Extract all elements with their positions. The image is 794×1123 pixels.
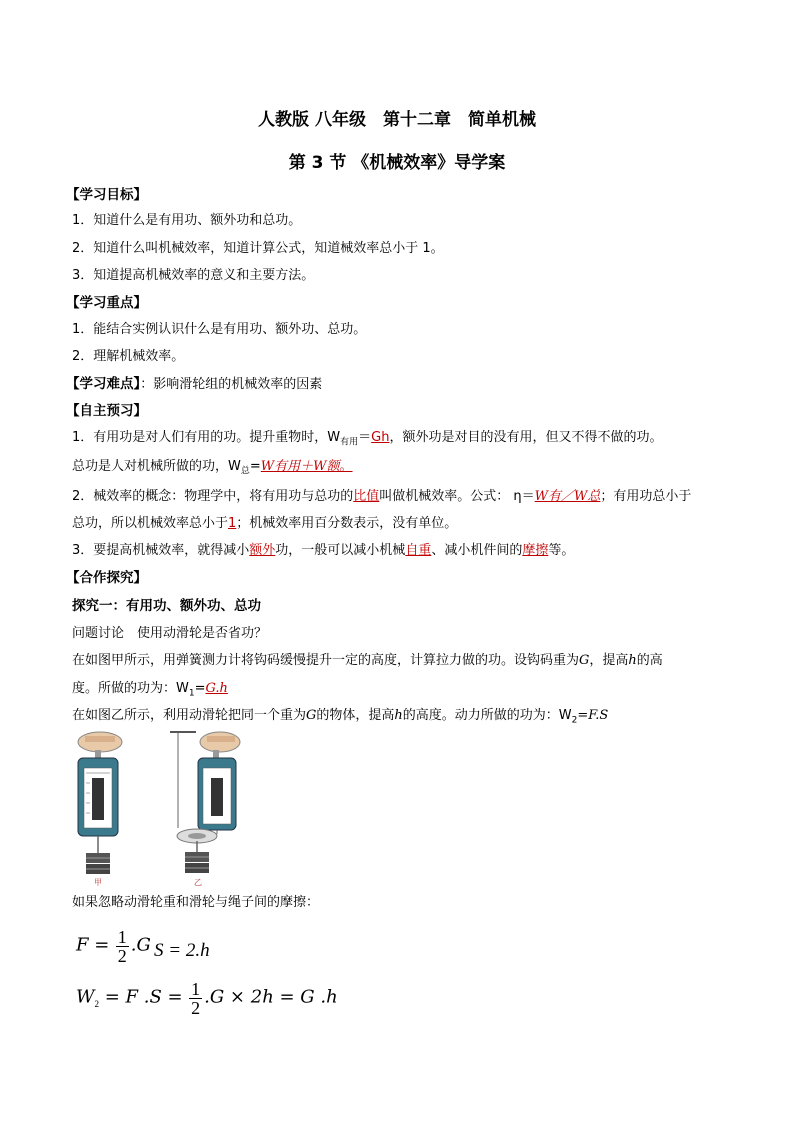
explore-heading: 【合作探究】 bbox=[66, 570, 147, 586]
explore-paragraph-1 bbox=[72, 652, 663, 670]
text: 1．有用功是对人们有用的功。提升重物时，W bbox=[72, 430, 341, 445]
question-line: 问题讨论 使用动滑轮是否省功？ bbox=[72, 626, 268, 641]
subscript: 有用 bbox=[340, 437, 359, 448]
subscript: 2 bbox=[94, 999, 100, 1010]
preview-line-5 bbox=[72, 542, 574, 560]
text: =F.S bbox=[577, 708, 609, 723]
text: 。 bbox=[339, 459, 353, 474]
figure-b-label: 乙 bbox=[194, 878, 202, 887]
text: 的物体，提高 bbox=[316, 708, 395, 723]
subscript: 总 bbox=[240, 466, 250, 477]
figure-a-label: 甲 bbox=[94, 878, 102, 887]
answer-blank: 1 bbox=[228, 516, 237, 531]
preview-line-2 bbox=[72, 458, 353, 481]
denominator: 2 bbox=[191, 998, 201, 1018]
text: 等。 bbox=[548, 543, 575, 558]
text: .G × 2h = G .h bbox=[204, 986, 338, 1008]
text: W bbox=[76, 986, 95, 1008]
text: 的高 bbox=[636, 653, 663, 668]
answer-blank: Gh bbox=[371, 430, 390, 445]
fraction bbox=[189, 980, 202, 1017]
text: G bbox=[306, 708, 317, 723]
subscript: 2 bbox=[571, 715, 578, 726]
explore-paragraph-3 bbox=[72, 707, 608, 730]
document-subtitle: 第 3 节 《机械效率》导学案 bbox=[288, 153, 506, 173]
answer-blank: W有／W总 bbox=[534, 489, 601, 504]
text: 功，一般可以减小机械 bbox=[275, 543, 406, 558]
fraction bbox=[116, 928, 129, 965]
text: 的高度。动力所做的功为：W bbox=[402, 708, 572, 723]
figure-a-spring-scale bbox=[70, 728, 140, 888]
preview-line-4 bbox=[72, 515, 457, 533]
numerator: 1 bbox=[117, 927, 127, 947]
text: = bbox=[194, 681, 206, 696]
key-points-heading: 【学习重点】 bbox=[66, 295, 147, 311]
text: ，额外功是对目的没有用，但又不得不做的功。 bbox=[389, 430, 663, 445]
text: F = bbox=[76, 934, 110, 956]
text: 在如图乙所示，利用动滑轮把同一个重为 bbox=[72, 708, 307, 723]
explore-paragraph-2 bbox=[72, 680, 228, 703]
answer-blank: 比值 bbox=[353, 489, 380, 504]
subscript: 1 bbox=[188, 688, 195, 699]
text: 总功，所以机械效率总小于 bbox=[72, 516, 229, 531]
text: 3．要提高机械效率，就得减小 bbox=[72, 543, 250, 558]
objective-item-3: 3．知道提高机械效率的意义和主要方法。 bbox=[72, 268, 315, 283]
text: 在如图甲所示，用弹簧测力计将钩码缓慢提升一定的高度，计算拉力做的功。设钩码重为 bbox=[72, 653, 580, 668]
document-title: 人教版 八年级 第十二章 简单机械 bbox=[258, 110, 536, 130]
answer-blank: 摩擦 bbox=[522, 543, 549, 558]
text: 叫做机械效率。公式： η＝ bbox=[379, 489, 535, 504]
text: h bbox=[628, 653, 637, 668]
text: = bbox=[249, 459, 261, 474]
difficulty-text: ：影响滑轮组的机械效率的因素 bbox=[140, 377, 323, 392]
preview-line-3 bbox=[72, 488, 691, 506]
text: .G bbox=[130, 934, 151, 956]
preview-heading: 【自主预习】 bbox=[66, 403, 147, 419]
answer-blank: G.h bbox=[205, 681, 228, 696]
text: ＝ bbox=[358, 430, 372, 445]
figure-b-movable-pulley bbox=[170, 728, 245, 888]
text: 总功是人对机械所做的功，W bbox=[72, 459, 241, 474]
objective-item-1: 1．知道什么是有用功、额外功和总功。 bbox=[72, 213, 302, 228]
explore-subheading: 探究一：有用功、额外功、总功 bbox=[72, 598, 261, 614]
objective-item-2: 2．知道什么叫机械效率，知道计算公式，知道械效率总小于 1。 bbox=[72, 241, 444, 256]
text: h bbox=[394, 708, 403, 723]
text: 2．械效率的概念：物理学中，将有用功与总功的 bbox=[72, 489, 354, 504]
difficulty-line bbox=[66, 375, 322, 394]
difficulty-heading: 【学习难点】 bbox=[66, 376, 141, 392]
formula-distance: S = 2.h bbox=[154, 940, 210, 961]
text: ；机械效率用百分数表示，没有单位。 bbox=[236, 516, 458, 531]
text: 、减小机件间的 bbox=[431, 543, 523, 558]
key-point-item-2: 2．理解机械效率。 bbox=[72, 349, 185, 364]
text: ，提高 bbox=[589, 653, 629, 668]
formula-work bbox=[76, 980, 338, 1017]
objectives-heading: 【学习目标】 bbox=[66, 187, 147, 203]
answer-blank: 自重 bbox=[405, 543, 432, 558]
answer-blank: W有用＋W额 bbox=[260, 459, 340, 474]
text: 度。所做的功为：W bbox=[72, 681, 189, 696]
denominator: 2 bbox=[117, 946, 127, 966]
preview-line-1 bbox=[72, 429, 663, 452]
text: ；有用功总小于 bbox=[600, 489, 692, 504]
text: = F .S = bbox=[99, 986, 183, 1008]
formula-force bbox=[76, 928, 151, 965]
numerator: 1 bbox=[191, 979, 201, 999]
key-point-item-1: 1．能结合实例认识什么是有用功、额外功、总功。 bbox=[72, 322, 367, 337]
answer-blank: 额外 bbox=[249, 543, 276, 558]
text: G bbox=[579, 653, 590, 668]
ignore-line: 如果忽略动滑轮重和滑轮与绳子间的摩擦： bbox=[72, 895, 320, 910]
